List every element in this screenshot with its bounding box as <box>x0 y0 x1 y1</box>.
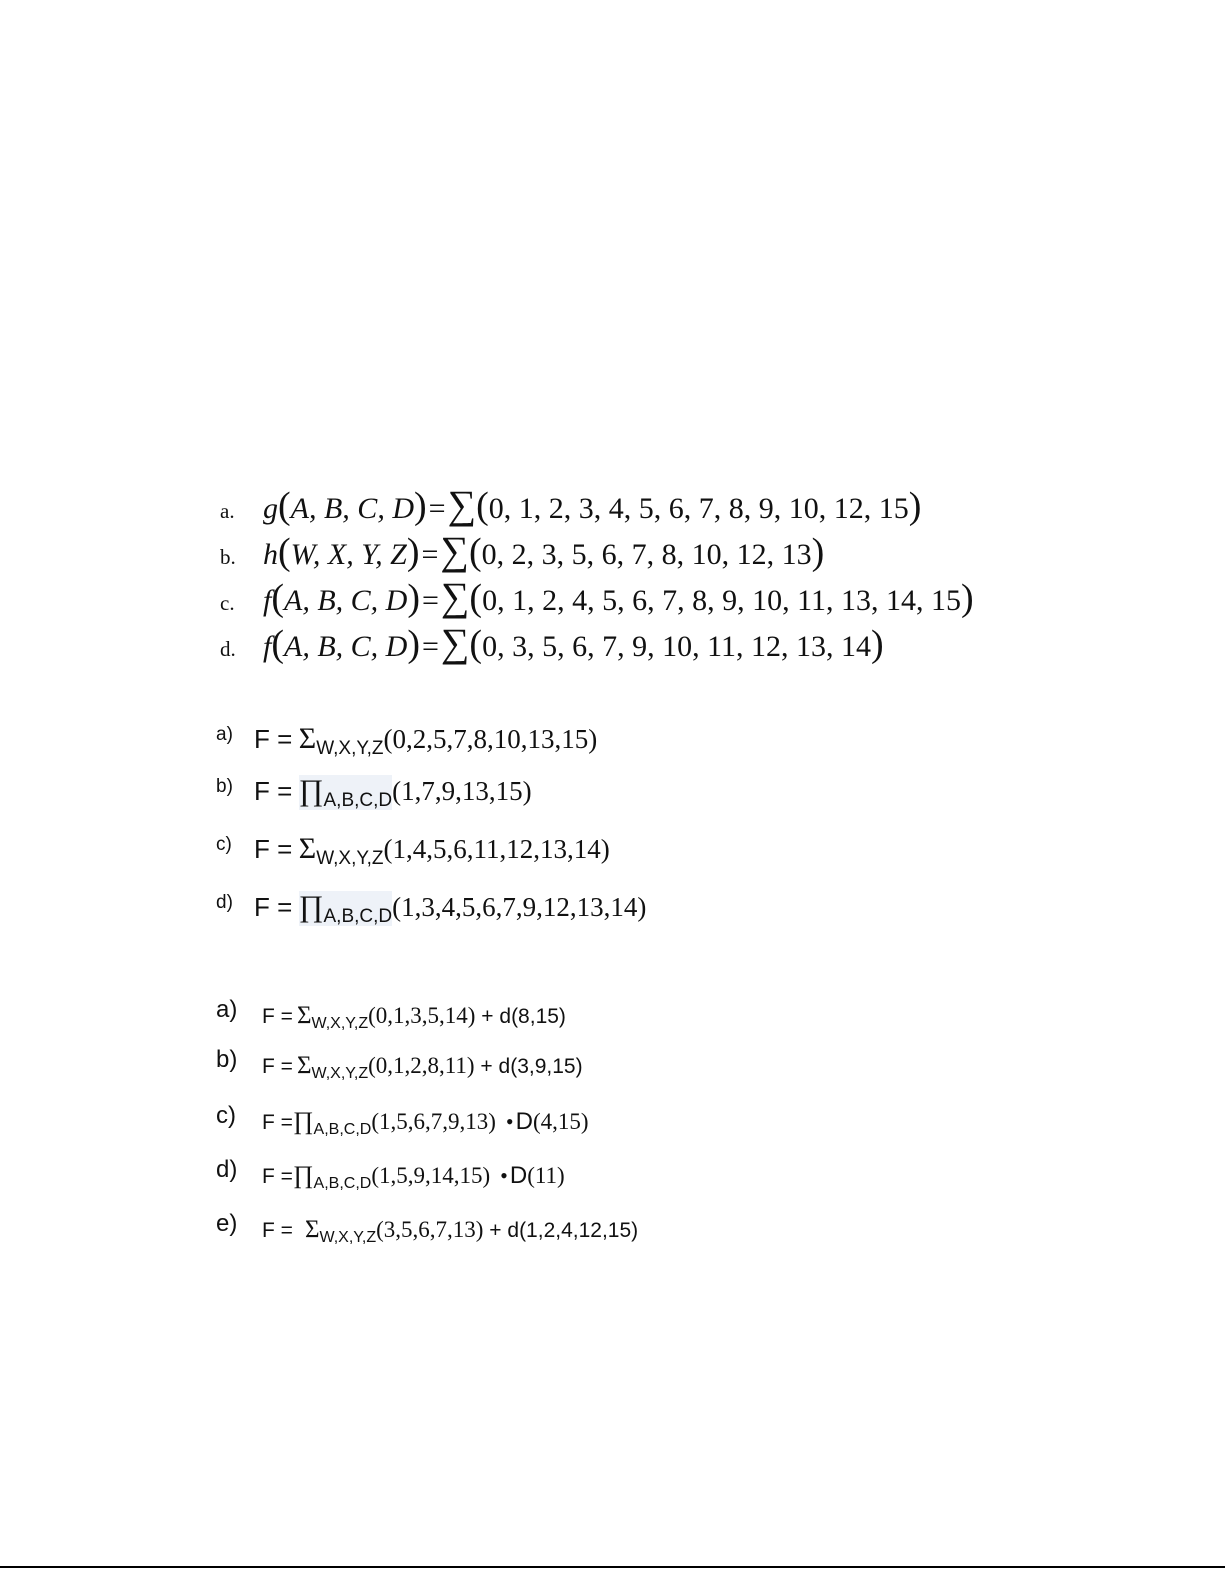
dont-care-prefix: + d <box>475 1005 512 1028</box>
item-label: a) <box>216 724 233 745</box>
maxterm-list: (1,3,4,5,6,7,9,12,13,14) <box>392 892 647 922</box>
minterm-list: (0,1,2,8,11) <box>368 1053 475 1078</box>
function-lhs: F = <box>262 1111 293 1134</box>
item-label: d) <box>216 892 233 913</box>
item-label: e) <box>216 1210 238 1237</box>
problem-set-2 <box>216 722 646 942</box>
product-symbol: ∏ <box>292 1108 314 1135</box>
item-label: d. <box>220 637 236 661</box>
problem-set-3 <box>216 996 638 1264</box>
function-lhs: F = <box>254 776 293 806</box>
function-name: h <box>263 538 278 571</box>
dont-care-list: (11) <box>527 1163 565 1188</box>
function-lhs: F = <box>262 1165 293 1188</box>
sigma-symbol: Σ <box>296 1052 312 1079</box>
function-variables: A, B, C, D <box>290 492 414 525</box>
sigma-symbol: Σ <box>298 722 317 755</box>
variable-subscript: A,B,C,D <box>323 790 393 811</box>
equation-row <box>216 832 646 890</box>
product-symbol: ∏ <box>298 774 324 807</box>
function-lhs: F = <box>262 1005 293 1028</box>
function-name: f <box>263 630 272 663</box>
minterm-list: 0, 1, 2, 4, 5, 6, 7, 8, 9, 10, 11, 13, 14, 15 <box>482 584 961 617</box>
item-label: b. <box>220 545 236 569</box>
dont-care-letter: D <box>509 1162 528 1189</box>
equation-row <box>216 1210 638 1264</box>
item-label: a. <box>220 499 235 523</box>
dont-care-prefix: + d <box>483 1219 520 1242</box>
equation-row: c. f(A, B, C, D)=∑(0, 1, 2, 4, 5, 6, 7, 8, 9, 10, 11, 13, 14, 15) <box>220 574 974 620</box>
variable-subscript: A,B,C,D <box>313 1121 372 1138</box>
page-bottom-rule <box>0 1566 1225 1568</box>
sigma-symbol: Σ <box>296 1002 312 1029</box>
product-symbol: ∏ <box>292 1162 314 1189</box>
item-label: c) <box>216 834 232 855</box>
item-label: b) <box>216 776 233 797</box>
equation-row <box>216 1156 638 1210</box>
equation-row <box>216 1102 638 1156</box>
variable-subscript: A,B,C,D <box>323 906 393 927</box>
function-lhs: F = <box>262 1055 293 1078</box>
function-lhs: F = <box>254 892 293 922</box>
item-label: b) <box>216 1046 238 1073</box>
product-symbol: ∏ <box>298 890 324 923</box>
function-variables: W, X, Y, Z <box>290 538 407 571</box>
equation-row <box>216 722 646 774</box>
item-label: d) <box>216 1156 238 1183</box>
equation-row: a. g(A, B, C, D)=∑(0, 1, 2, 3, 4, 5, 6, 7, 8, 9, 10, 12, 15) <box>220 482 974 528</box>
and-dot: • <box>505 1109 514 1134</box>
function-name: f <box>263 584 272 617</box>
dont-care-list: (3,9,15) <box>510 1055 583 1078</box>
sigma-symbol: ∑ <box>447 482 477 527</box>
minterm-list: (0,2,5,7,8,10,13,15) <box>383 724 598 754</box>
sigma-symbol: Σ <box>298 832 317 865</box>
dont-care-list: (1,2,4,12,15) <box>519 1219 639 1242</box>
sigma-symbol: ∑ <box>440 620 470 665</box>
item-label: c) <box>216 1102 236 1129</box>
function-variables: A, B, C, D <box>284 630 408 663</box>
minterm-list: 0, 2, 3, 5, 6, 7, 8, 10, 12, 13 <box>481 538 812 571</box>
minterm-list: (0,1,3,5,14) <box>368 1003 476 1028</box>
sigma-symbol: ∑ <box>440 574 470 619</box>
sigma-symbol: ∑ <box>440 528 469 573</box>
function-lhs: F = <box>254 834 293 864</box>
dont-care-letter: D <box>515 1108 533 1135</box>
variable-subscript: A,B,C,D <box>313 1175 372 1192</box>
minterm-list: (3,5,6,7,13) <box>376 1217 484 1242</box>
variable-subscript: W,X,Y,Z <box>311 1065 369 1082</box>
equation-row: d. f(A, B, C, D)=∑(0, 3, 5, 6, 7, 9, 10, 11, 12, 13, 14) <box>220 620 974 666</box>
problem-set-1 <box>220 482 974 666</box>
minterm-list: 0, 1, 2, 3, 4, 5, 6, 7, 8, 9, 10, 12, 15 <box>488 492 909 525</box>
equation-row <box>216 890 646 942</box>
variable-subscript: W,X,Y,Z <box>311 1015 369 1032</box>
variable-subscript: W,X,Y,Z <box>316 848 384 869</box>
sigma-symbol: Σ <box>304 1216 320 1243</box>
function-lhs: F = <box>262 1219 293 1242</box>
minterm-list: (1,4,5,6,11,12,13,14) <box>383 834 610 864</box>
function-variables: A, B, C, D <box>284 584 408 617</box>
maxterm-list: (1,7,9,13,15) <box>392 776 532 806</box>
maxterm-list: (1,5,6,7,9,13) <box>371 1109 496 1134</box>
item-label: a) <box>216 996 238 1023</box>
maxterm-list: (1,5,9,14,15) <box>371 1163 491 1188</box>
equation-row <box>216 774 646 832</box>
function-name: g <box>263 492 278 525</box>
variable-subscript: W,X,Y,Z <box>316 738 384 759</box>
equation-row <box>216 996 638 1046</box>
dont-care-list: (4,15) <box>532 1109 589 1134</box>
equation-row: b. h(W, X, Y, Z)=∑(0, 2, 3, 5, 6, 7, 8, 10, 12, 13) <box>220 528 974 574</box>
dont-care-prefix: + d <box>474 1055 511 1078</box>
minterm-list: 0, 3, 5, 6, 7, 9, 10, 11, 12, 13, 14 <box>482 630 871 663</box>
equation-row <box>216 1046 638 1102</box>
variable-subscript: W,X,Y,Z <box>319 1229 377 1246</box>
item-label: c. <box>220 591 235 615</box>
dont-care-list: (8,15) <box>511 1005 566 1028</box>
function-lhs: F = <box>254 724 293 754</box>
and-dot: • <box>500 1163 508 1188</box>
